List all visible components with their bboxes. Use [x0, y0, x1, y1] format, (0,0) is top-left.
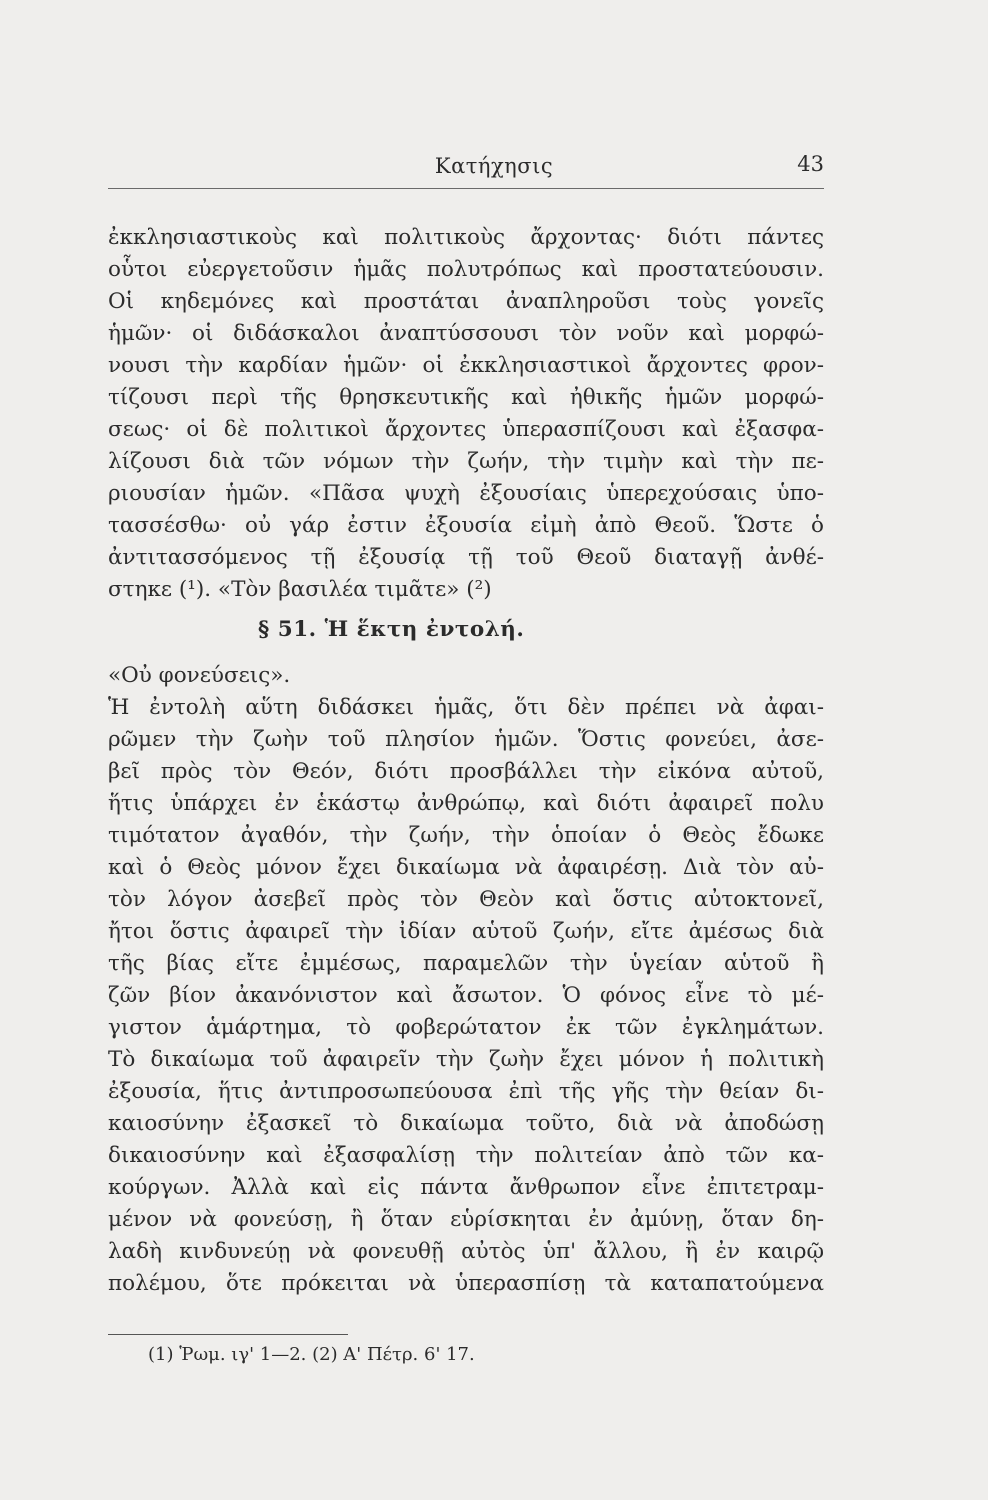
- text-line: στηκε (¹). «Τὸν βασιλέα τιμᾶτε» (²): [108, 577, 492, 602]
- text-line: ἥτις ὑπάρχει ἐν ἑκάστῳ ἀνθρώπῳ, καὶ διότι ἀφαιρεῖ πολυ: [108, 791, 824, 816]
- commandment-quote: «Οὐ φονεύσεις».: [108, 663, 291, 688]
- section-heading: § 51. Ἡ ἕκτη ἐντολή.: [258, 617, 525, 642]
- text-line: ἐκκλησιαστικοὺς καὶ πολιτικοὺς ἄρχοντας· διότι πάντες: [108, 225, 824, 250]
- text-line: τίζουσι περὶ τῆς θρησκευτικῆς καὶ ἠθικῆς ἡμῶν μορφώ-: [108, 385, 824, 410]
- text-line: ριουσίαν ἡμῶν. «Πᾶσα ψυχὴ ἐξουσίαις ὑπερεχούσαις ὑπο-: [108, 481, 824, 506]
- text-line: τιμότατον ἀγαθόν, τὴν ζωήν, τὴν ὁποίαν ὁ Θεὸς ἔδωκε: [108, 823, 824, 848]
- header-rule: [108, 188, 824, 189]
- text-line: ἀντιτασσόμενος τῇ ἐξουσίᾳ τῇ τοῦ Θεοῦ διαταγῇ ἀνθέ-: [108, 545, 824, 570]
- text-line: τὸν λόγον ἀσεβεῖ πρὸς τὸν Θεὸν καὶ ὅστις αὐτοκτονεῖ,: [108, 887, 824, 912]
- text-line: γιστον ἁμάρτημα, τὸ φοβερώτατον ἐκ τῶν ἐγκλημάτων.: [108, 1015, 824, 1040]
- text-line: βεῖ πρὸς τὸν Θεόν, διότι προσβάλλει τὴν εἰκόνα αὐτοῦ,: [108, 759, 824, 784]
- text-line: ἤτοι ὅστις ἀφαιρεῖ τὴν ἰδίαν αὑτοῦ ζωήν, εἴτε ἀμέσως διὰ: [108, 919, 824, 944]
- text-line: λίζουσι διὰ τῶν νόμων τὴν ζωήν, τὴν τιμὴν καὶ τὴν πε-: [108, 449, 824, 474]
- footnote: (1) Ῥωμ. ιγ' 1—2. (2) Α' Πέτρ. 6' 17.: [148, 1344, 475, 1365]
- text-line: τῆς βίας εἴτε ἐμμέσως, παραμελῶν τὴν ὑγείαν αὑτοῦ ἢ: [108, 951, 824, 976]
- text-line: τασσέσθω· οὐ γάρ ἐστιν ἐξουσία εἰμὴ ἀπὸ Θεοῦ. Ὥστε ὁ: [108, 513, 824, 538]
- text-line: σεως· οἱ δὲ πολιτικοὶ ἄρχοντες ὑπερασπίζουσι καὶ ἐξασφα-: [108, 417, 824, 442]
- text-line: ζῶν βίον ἀκανόνιστον καὶ ἄσωτον. Ὁ φόνος εἶνε τὸ μέ-: [108, 983, 824, 1008]
- text-line: πολέμου, ὅτε πρόκειται νὰ ὑπερασπίσῃ τὰ καταπατούμενα: [108, 1271, 824, 1296]
- page-number: 43: [797, 152, 824, 176]
- text-line: δικαιοσύνην καὶ ἐξασφαλίσῃ τὴν πολιτείαν ἀπὸ τῶν κα-: [108, 1143, 824, 1168]
- text-line: κούργων. Ἀλλὰ καὶ εἰς πάντα ἄνθρωπον εἶνε ἐπιτετραμ-: [108, 1175, 824, 1200]
- text-line: καὶ ὁ Θεὸς μόνον ἔχει δικαίωμα νὰ ἀφαιρέσῃ. Διὰ τὸν αὐ-: [108, 855, 824, 880]
- text-line: νουσι τὴν καρδίαν ἡμῶν· οἱ ἐκκλησιαστικοὶ ἄρχοντες φρον-: [108, 353, 824, 378]
- text-line: καιοσύνην ἐξασκεῖ τὸ δικαίωμα τοῦτο, διὰ νὰ ἀποδώσῃ: [108, 1111, 824, 1136]
- text-line: Τὸ δικαίωμα τοῦ ἀφαιρεῖν τὴν ζωὴν ἔχει μόνον ἡ πολιτικὴ: [108, 1047, 824, 1072]
- text-line: ἐξουσία, ἥτις ἀντιπροσωπεύουσα ἐπὶ τῆς γῆς τὴν θείαν δι-: [108, 1079, 824, 1104]
- text-line: Ἡ ἐντολὴ αὕτη διδάσκει ἡμᾶς, ὅτι δὲν πρέπει νὰ ἀφαι-: [108, 695, 824, 720]
- text-line: λαδὴ κινδυνεύῃ νὰ φονευθῇ αὐτὸς ὑπ' ἄλλου, ἢ ἐν καιρῷ: [108, 1239, 824, 1264]
- text-line: ρῶμεν τὴν ζωὴν τοῦ πλησίον ἡμῶν. Ὅστις φονεύει, ἀσε-: [108, 727, 824, 752]
- running-title: Κατήχησις: [434, 154, 554, 178]
- text-line: ἡμῶν· οἱ διδάσκαλοι ἀναπτύσσουσι τὸν νοῦν καὶ μορφώ-: [108, 321, 824, 346]
- footnote-rule: [108, 1334, 348, 1335]
- text-line: οὗτοι εὐεργετοῦσιν ἡμᾶς πολυτρόπως καὶ προστατεύουσιν.: [108, 257, 824, 282]
- text-line: μένον νὰ φονεύσῃ, ἢ ὅταν εὑρίσκηται ἐν ἀμύνῃ, ὅταν δη-: [108, 1207, 824, 1232]
- text-line: Οἱ κηδεμόνες καὶ προστάται ἀναπληροῦσι τοὺς γονεῖς: [108, 289, 824, 314]
